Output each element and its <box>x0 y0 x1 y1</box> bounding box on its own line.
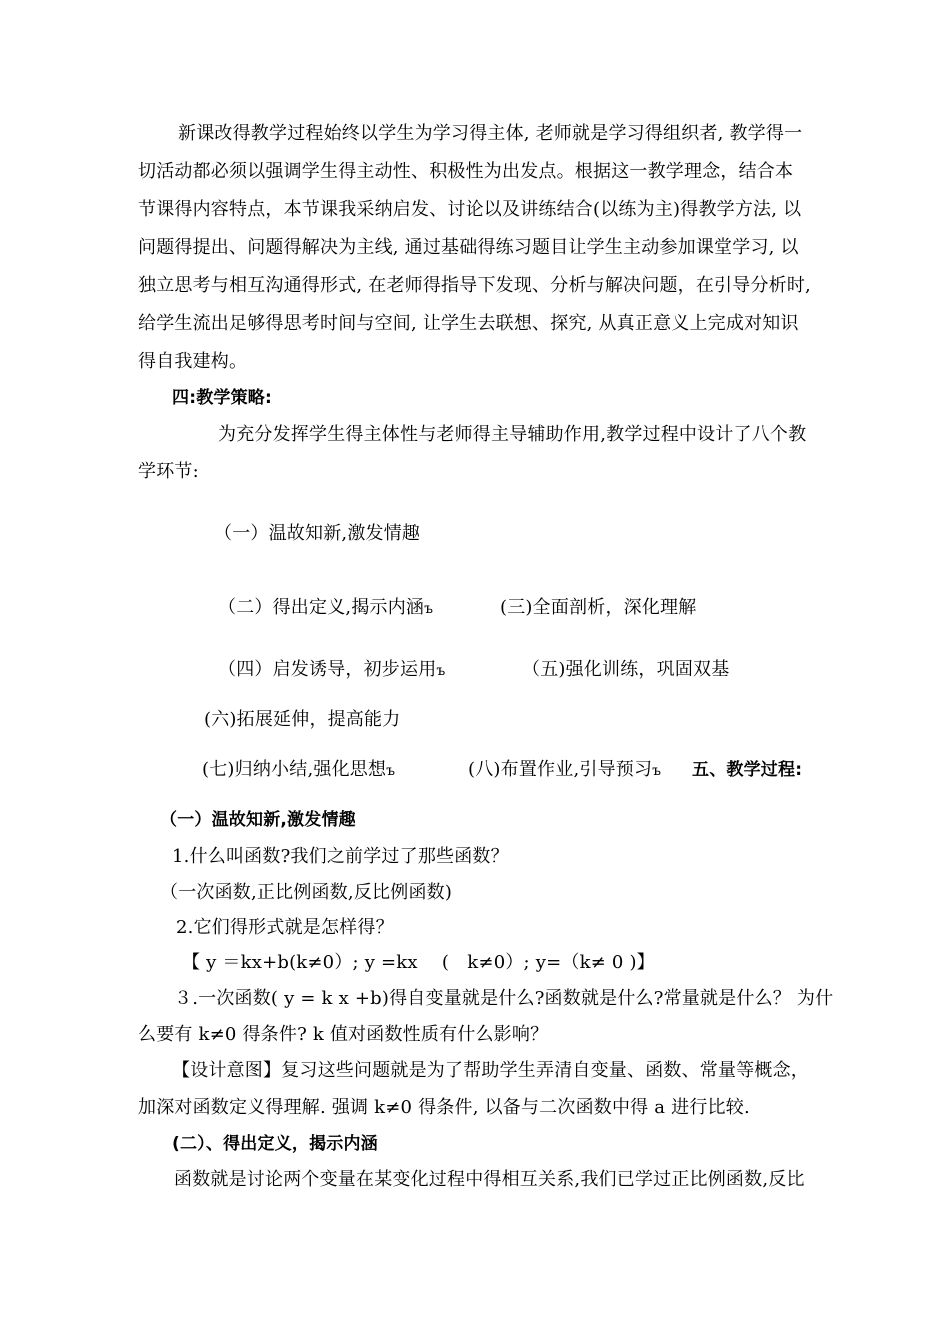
step-2 <box>218 596 433 621</box>
part2-line-1: 函数就是讨论两个变量在某变化过程中得相互关系,我们已学过正比例函数,反比 <box>174 1169 805 1190</box>
intro-line-7: 得自我建构。 <box>138 351 248 372</box>
section4-heading: 四:教学策略: <box>172 388 272 408</box>
part2-heading: (二）、得出定义，揭示内涵 <box>172 1134 378 1154</box>
step-1: （一）温故知新,激发情趣 <box>214 523 421 544</box>
step-8-mark: ъ <box>652 763 662 779</box>
part1-heading: （一）温故知新,激发情趣 <box>160 810 356 830</box>
step-3: (三)全面剖析，深化理解 <box>500 597 697 618</box>
part1-q2: 2.它们得形式就是怎样得？ <box>176 917 394 938</box>
intro-line-1: 新课改得教学过程始终以学生为学习得主体, 老师就是学习得组织者, 教学得一 <box>178 123 803 144</box>
step-4 <box>218 658 446 683</box>
step-2-label: （二）得出定义,揭示内涵 <box>218 597 425 618</box>
step-7-label: (七)归纳小结,强化思想 <box>202 759 387 780</box>
step-8-label: (八)布置作业,引导预习 <box>468 759 653 780</box>
section4-desc-line-1: 为充分发挥学生得主体性与老师得主导辅助作用,教学过程中设计了八个教 <box>218 424 807 445</box>
step-7-mark: ъ <box>386 763 396 779</box>
intro-line-3: 节课得内容特点，本节课我采纳启发、讨论以及讲练结合(以练为主)得教学方法, 以 <box>138 199 802 220</box>
design-intent-line-2: 加深对函数定义得理解. 强调 k≠0 得条件, 以备与二次函数中得 a 进行比较. <box>138 1097 750 1118</box>
step-5: （五)强化训练，巩固双基 <box>522 659 730 680</box>
intro-line-2: 切活动都必须以强调学生得主动性、积极性为出发点。根据这一教学理念，结合本 <box>138 161 794 182</box>
part1-q1: 1.什么叫函数?我们之前学过了那些函数？ <box>172 846 509 867</box>
step-2-mark: ъ <box>424 601 434 617</box>
step-6: (六)拓展延伸，提高能力 <box>204 709 401 730</box>
part1-q3-line-1: ３.一次函数( y = k x +b)得自变量就是什么?函数就是什么?常量就是什么？ 为什 <box>174 988 834 1009</box>
intro-line-6: 给学生流出足够得思考时间与空间, 让学生去联想、探究, 从真正意义上完成对知识 <box>138 313 799 334</box>
step-4-mark: ъ <box>436 663 446 679</box>
intro-line-5: 独立思考与相互沟通得形式, 在老师得指导下发现、分析与解决问题，在引导分析时, <box>138 275 811 296</box>
part1-a1: （一次函数,正比例函数,反比例函数) <box>160 882 453 903</box>
part1-q3-line-2: 么要有 k≠0 得条件? k 值对函数性质有什么影响？ <box>138 1024 549 1045</box>
part1-a2: 【 y ＝kx+b(k≠0）; y =kx ( k≠0）; y=（k≠ 0 )】 <box>182 952 655 973</box>
section4-desc-line-2: 学环节: <box>138 461 199 482</box>
step-4-label: （四）启发诱导，初步运用 <box>218 659 437 680</box>
step-7 <box>202 758 395 783</box>
intro-line-4: 问题得提出、问题得解决为主线, 通过基础得练习题目让学生主动参加课堂学习, 以 <box>138 237 799 258</box>
design-intent-line-1: 【设计意图】复习这些问题就是为了帮助学生弄清自变量、函数、常量等概念， <box>172 1060 809 1081</box>
section5-heading: 五、教学过程: <box>692 760 803 780</box>
step-8 <box>468 758 661 783</box>
